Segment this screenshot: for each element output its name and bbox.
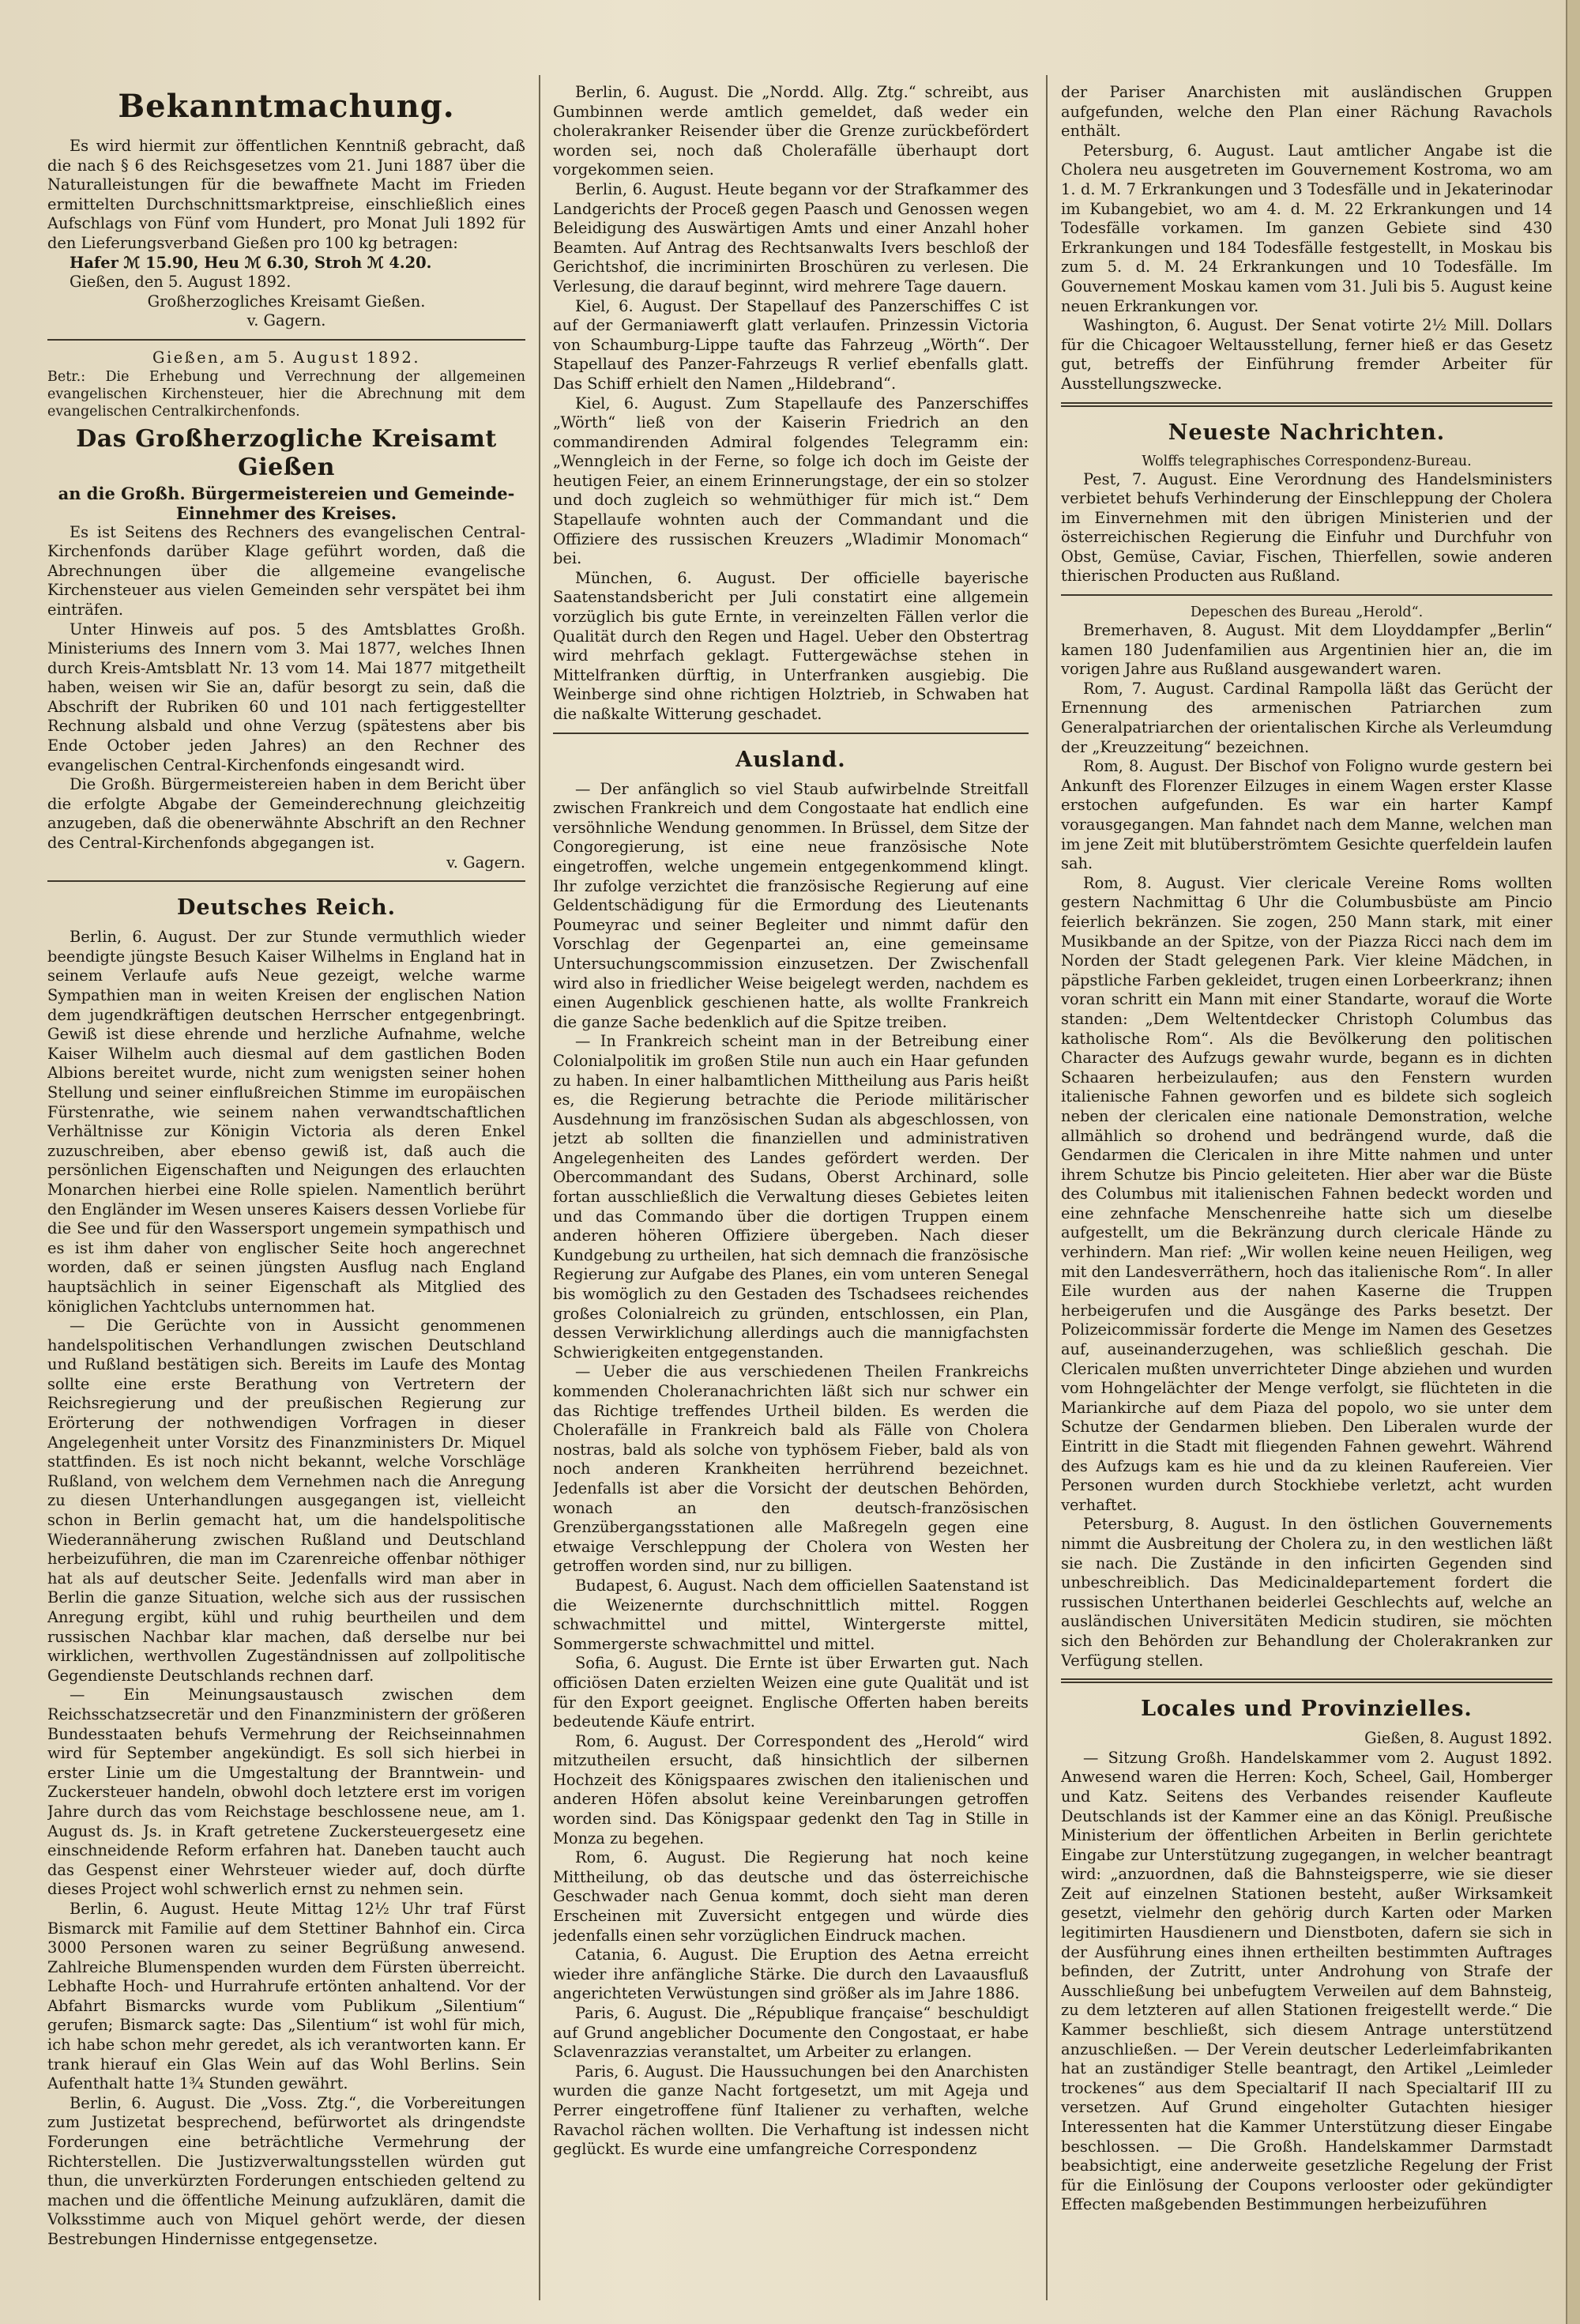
paragraph: Catania, 6. August. Die Eruption des Aetna erreicht wieder ihre anfängliche Stärke. Die durch den Lavaausfluß angerichteten Verwüstungen sind größer als im Jahre 1886. <box>553 1945 1029 2003</box>
paragraph: Kiel, 6. August. Zum Stapellaufe des Panzerschiffes „Wörth“ ließ von der Kaiserin Friedrich an den commandirenden Admiral folgendes Telegramm ein: „Wenngleich in der Ferne, so folge ich doch im Geiste der heutigen Feier, an einem Erinnerungstage, der ein so stolzer und doch zugleich so wehmüthiger für mich ist.“ Dem Stapellaufe wohnten auch der Commandant und die Offiziere des russischen Kreuzers „Wladimir Monomach“ bei. <box>553 394 1029 568</box>
notice-body: Es wird hiermit zur öffentlichen Kenntniß gebracht, daß die nach § 6 des Reichsgesetzes vom 21. Juni 1887 über die Naturalleistungen für die bewaffnete Macht im Frieden ermittelten Durchschnittsmarktpreise, einschließlich eines Aufschlags von Fünf vom Hundert, pro Monat Juli 1892 für den Lieferungsverband Gießen pro 100 kg betragen: <box>47 137 525 252</box>
paragraph: Petersburg, 6. August. Laut amtlicher Angabe ist die Cholera neu ausgetreten im Gouvernement Kostroma, wo am 1. d. M. 7 Erkrankungen und 3 Todesfälle und in Jekaterinodar im Kubangebiet, wo am 4. d. M. 22 Erkrankungen und 14 Todesfälle vorkamen. Im ganzen Gebiete sind 430 Erkrankungen und 184 Todesfälle festgestellt, in Moskau bis zum 5. d. M. 24 Erkrankungen und 10 Todesfälle. Im Gouvernement Moskau kamen vom 31. Juli bis 5. August keine neuen Erkrankungen vor. <box>1061 141 1552 315</box>
notice-sign: v. Gagern. <box>246 311 326 330</box>
section-heading: Deutsches Reich. <box>176 895 397 921</box>
paragraph: — Die Gerüchte von in Aussicht genommenen handelspolitischen Verhandlungen zwischen Deutschland und Rußland bestätigen sich. Bereits im Laufe des Montag sollte eine erste Berathung von Vertretern der Reichsregierung und der preußischen Regierung zur Erörterung der nothwendigen Vorfragen in dieser Angelegenheit unter Vorsitz des Finanzministers Dr. Miquel stattfinden. Es ist noch nicht bekannt, welche Vorschläge Rußland, von welchem dem Vernehmen nach die Anregung zu diesen Unterhandlungen ausgegangen ist, vielleicht schon in Berlin gemacht hat, um die handelspolitische Wiederannäherung zwischen Rußland und Deutschland herbeizuführen, die man im Czarenreiche offenbar nöthiger hat als auf deutscher Seite. Jedenfalls wird man aber in Berlin die ganze Situation, welche sich aus der russischen Anregung ergibt, kühl und ruhig beurtheilen und dem russischen Nachbar klar machen, daß derselbe nur bei wirklichen, werthvollen Zugeständnissen auf zollpolitische Gegendienste Deutschlands rechnen darf. <box>47 1316 525 1685</box>
paragraph: Berlin, 6. August. Die „Nordd. Allg. Ztg.“ schreibt, aus Gumbinnen werde amtlich gemeldet, daß weder ein cholerakranker Reisender über die Grenze zurückbefördert worden sei, noch daß Cholerafälle überhaupt dort vorgekommen seien. <box>553 83 1029 179</box>
paragraph: München, 6. August. Der officielle bayerische Saatenstandsbericht per Juli constatirt eine allgemein vorzüglich bis gute Ernte, in vereinzelten Fällen verlor die Qualität durch den Regen und Hagel. Ueber den Obstertrag wird mehrfach geklagt. Futtergewächse stehen in Mittelfranken dürftig, in Unterfranken ausgiebig. Die Weinberge sind ohne richtigen Holztrieb, in Schwaben hat die naßkalte Witterung geschadet. <box>553 568 1029 723</box>
section-heading: Locales und Provinzielles. <box>1141 1697 1473 1722</box>
paragraph: — Ueber die aus verschiedenen Theilen Frankreichs kommenden Choleranachrichten läßt sich nur schwer ein das Richtige treffendes Urtheil bilden. Es werden die Cholerafälle in Frankreich bald als Fälle von Cholera nostras, bald als solche von typhösem Fieber, bald als von noch anderen Krankheiten herrührend bezeichnet. Jedenfalls ist aber die Vorsicht der deutschen Behörden, wonach an den deutsch-französischen Grenzübergangsstationen alle Maßregeln gegen eine etwaige Verschleppung der Cholera von Westen her getroffen worden sind, nur zu billigen. <box>553 1362 1029 1576</box>
divider <box>553 733 1029 734</box>
paragraph: Budapest, 6. August. Nach dem officiellen Saatenstand ist die Weizenernte durchschnittlich mittel. Roggen schwachmittel und mittel, Wintergerste mittel, Sommergerste schwachmittel und mittel. <box>553 1576 1029 1653</box>
circular-title: Das Großherzogliche Kreisamt Gießen <box>76 424 497 481</box>
paragraph: Sofia, 6. August. Die Ernte ist über Erwarten gut. Nach officiösen Daten erzielten Weizen eine gute Qualität und ist für den Export geeignet. Englische Offerten haben bereits bedeutende Käufe entrirt. <box>553 1654 1029 1731</box>
notice-prices: Hafer ℳ 15.90, Heu ℳ 6.30, Stroh ℳ 4.20. <box>70 253 432 272</box>
column-rule <box>1046 75 1048 2300</box>
paragraph: Pest, 7. August. Eine Verordnung des Handelsministers verbietet behufs Verhinderung der Einschleppung der Cholera im Einvernehmen mit den übrigen Ministerien und der österreichischen Regierung die Einfuhr und Durchfuhr von Obst, Gemüse, Caviar, Fischen, Thierfellen, sowie anderen thierischen Producten aus Rußland. <box>1061 469 1552 586</box>
paragraph: Berlin, 6. August. Heute begann vor der Strafkammer des Landgerichts der Proceß gegen Paasch und Genossen wegen Beleidigung des Auswärtigen Amts und einer Anzahl hoher Beamten. Auf Antrag des Rechtsanwalts Ivers beschloß der Gerichtshof, die incriminirten Broschüren zu verlesen. Die Verlesung, die darauf beginnt, wird mehrere Tage dauern. <box>553 179 1029 296</box>
paragraph: — In Frankreich scheint man in der Betreibung einer Colonialpolitik im großen Stile nun auch ein Haar gefunden zu haben. In einer halbamtlichen Mittheilung aus Paris heißt es, die Regierung betrachte die Periode militärischer Ausdehnung im französischen Sudan als abgeschlossen, von jetzt ab sollten die finanziellen und administrativen Angelegenheiten des Landes gefördert werden. Der Obercommandant des Sudans, Oberst Archinard, solle fortan ausschließlich die Verwaltung dieses Gebietes leiten und das Commando über die dortigen Truppen einem anderen höheren Offiziere übergeben. Nach dieser Kundgebung zu urtheilen, hat sich demnach die französische Regierung zur Aufgabe des Planes, ein vom unteren Senegal bis womöglich zu den Gestaden des Tschadsees reichendes großes Colonialreich zu gründen, entschlossen, ein Plan, dessen Verwirklichung allerdings auch die mannigfachsten Schwierigkeiten entgegenstanden. <box>553 1032 1029 1362</box>
paragraph: Unter Hinweis auf pos. 5 des Amtsblattes Großh. Ministeriums des Innern vom 3. Mai 1877, welches Ihnen durch Kreis-Amtsblatt Nr. 13 vom 14. Mai 1877 mitgetheilt haben, weisen wir Sie an, dafür besorgt zu sein, daß die Abschrift der Rubriken 60 und 101 nach fertiggestellter Rechnung alsbald und ohne Verzug (spätestens aber bis Ende October jeden Jahres) an den Rechner des evangelischen Central-Kirchenfonds eingesandt wird. <box>47 620 525 774</box>
paragraph: Rom, 7. August. Cardinal Rampolla läßt das Gerücht der Ernennung des armenischen Patriarchen zum Generalpatriarchen der orientalischen Kirche als Verleumdung der „Kreuzzeitung“ bezeichnen. <box>1061 679 1552 756</box>
divider <box>47 339 525 341</box>
circular-subtitle: an die Großh. Bürgermeistereien und Gemeinde-Einnehmer des Kreises. <box>58 483 515 523</box>
paragraph: Berlin, 6. August. Heute Mittag 12½ Uhr traf Fürst Bismarck mit Familie auf dem Stettiner Bahnhof ein. Circa 3000 Personen waren zu seiner Begrüßung anwesend. Zahlreiche Blumenspenden wurden dem Fürsten überreicht. Lebhafte Hoch- und Hurrahrufe ertönten anhaltend. Vor der Abfahrt Bismarcks wurde vom Publikum „Silentium“ gerufen; Bismarck sagte: Das „Silentium“ ist wohl für mich, ich habe schon mehr geredet, als ich verantworten kann. Er trank hierauf ein Glas Wein auf das Wohl Berlins. Sein Aufenthalt hatte 1¾ Stunden gewährt. <box>47 1899 525 2093</box>
column-3 <box>1061 83 1552 2308</box>
section-heading: Ausland. <box>735 747 846 772</box>
paragraph: — Ein Meinungsaustausch zwischen dem Reichsschatzsecretär und den Finanzministern der größeren Bundesstaaten behufs Vermehrung der Reichseinnahmen wird für September angekündigt. Es soll sich hierbei in erster Linie um die Umgestaltung der Branntwein- und Zuckersteuer handeln, obwohl doch letztere erst im vorigen Jahre durch das vom Reichstage beschlossene neue, am 1. August ds. Js. in Kraft getretene Zuckersteuergesetz eine einschneidende Reform erfahren hat. Daneben taucht auch das Gespenst einer Wehrsteuer wieder auf, doch dürfte dieses Project wohl schwerlich ernst zu nehmen sein. <box>47 1686 525 1899</box>
paragraph: Rom, 6. August. Die Regierung hat noch keine Mittheilung, ob das deutsche und das österreichische Geschwader nach Genua kommt, doch sieht man deren Erscheinen mit Zuversicht entgegen und würde dies jedenfalls einen sehr vorzüglichen Eindruck machen. <box>553 1848 1029 1945</box>
divider <box>47 880 525 882</box>
column-1 <box>47 83 525 2308</box>
paragraph: Die Großh. Bürgermeistereien haben in dem Bericht über die erfolgte Abgabe der Gemeinderechnung gleichzeitig anzugeben, daß die obenerwähnte Abschrift an den Rechner des Central-Kirchenfonds abgegangen ist. <box>47 775 525 853</box>
paragraph: Petersburg, 8. August. In den östlichen Gouvernements nimmt die Ausbreitung der Cholera zu, in den westlichen läßt sie nach. Die Zustände in den inficirten Gegenden sind unbeschreiblich. Das Medicinaldepartement fordert die russischen Unterthanen beiderlei Geschlechts auf, welche an ausländischen Universitäten Medicin studiren, sie möchten sich den Behörden zur Behandlung der Cholerakranken zur Verfügung stellen. <box>1061 1515 1552 1670</box>
notice-office: Großherzogliches Kreisamt Gießen. <box>147 292 426 311</box>
paragraph: Berlin, 6. August. Die „Voss. Ztg.“, die Vorbereitungen zum Justizetat besprechend, befürwortet als dringendste Forderungen eine beträchtliche Vermehrung der Richterstellen. Die Justizverwaltungsstellen würden gut thun, die unverkürzten Forderungen entschieden geltend zu machen und die öffentliche Meinung aufzuklären, damit die Volksstimme auch von Miquel gehört werde, der diesen Bestrebungen Hindernisse entgegensetze. <box>47 2093 525 2248</box>
notice-title: Bekanntmachung. <box>118 88 455 125</box>
paragraph: Rom, 8. August. Der Bischof von Foligno wurde gestern bei Ankunft des Florenzer Eilzuges in einem Wagen erster Klasse erstochen aufgefunden. Es war ein harter Kampf vorausgegangen. Man fahndet nach dem Manne, welchen man im jene Zeit mit blutüberströmtem Gesichte querfeldein laufen sah. <box>1061 757 1552 873</box>
page-edge <box>1566 0 1580 2324</box>
paragraph: Washington, 6. August. Der Senat votirte 2½ Mill. Dollars für die Chicagoer Weltausstellung, ferner hieß er das Gesetz gut, betreffs der Einführung fremder Arbeiter für Ausstellungszwecke. <box>1061 316 1552 393</box>
column-2 <box>553 83 1029 2308</box>
divider <box>1061 1678 1552 1683</box>
dateline: Gießen, 8. August 1892. <box>1364 1729 1552 1748</box>
paragraph: Paris, 6. August. Die Haussuchungen bei den Anarchisten wurden die ganze Nacht fortgesetzt, um mit Ageja und Perrer eingetroffene fünf Italiener zu verhaften, welche Ravachol rächen wollten. Die Verhaftung ist indessen nicht geglückt. Es wurde eine umfangreiche Correspondenz <box>553 2062 1029 2159</box>
agency-line: Depeschen des Bureau „Herold“. <box>1190 605 1424 621</box>
paragraph: Rom, 6. August. Der Correspondent des „Herold“ wird mitzutheilen ersucht, daß hinsichtlich der silbernen Hochzeit des Königspaares zwischen den italienischen und anderen Höfen absolut keine Vereinbarungen getroffen worden sind. Das Königspaar gedenkt den Tag in Stille in Monza zu begehen. <box>553 1731 1029 1848</box>
circular-subject: Betr.: Die Erhebung und Verrechnung der allgemeinen evangelischen Kirchensteuer, hier die Abrechnung mit dem evangelischen Centralkirchenfonds. <box>47 368 525 420</box>
divider <box>1061 594 1552 596</box>
agency-line: Wolffs telegraphisches Correspondenz-Bureau. <box>1142 453 1472 469</box>
circular-date: Gießen, am 5. August 1892. <box>152 348 420 367</box>
paragraph: Berlin, 6. August. Der zur Stunde vermuthlich wieder beendigte jüngste Besuch Kaiser Wilhelms in England hat in seinem Verlaufe aufs Neue gezeigt, welche warme Sympathien man in weiten Kreisen der englischen Nation dem jugendkräftigen deutschen Herrscher entgegenbringt. Gewiß ist diese ehrende und herzliche Aufnahme, welche Kaiser Wilhelm auch diesmal auf dem gastlichen Boden Albions bereitet wurde, nicht zum wenigsten seiner hohen Stellung und seiner einflußreichen Stimme im europäischen Fürstenrathe, wie seinem nahen verwandtschaftlichen Verhältnisse zur Königin Victoria als deren Enkel zuzuschreiben, aber ebenso gewiß ist, daß auch die persönlichen Eigenschaften und Neigungen des erlauchten Monarchen hierbei eine Rolle spielen. Namentlich berührt den Engländer im Wesen unseres Kaisers dessen Vorliebe für die See und für den Wassersport ungemein sympathisch und es ist ihm daher von englischer Seite hoch angerechnet worden, daß er seinen jüngsten Ausflug nach England hauptsächlich in seiner Eigenschaft als Mitglied des königlichen Yachtclubs unternommen hat. <box>47 928 525 1316</box>
paragraph: der Pariser Anarchisten mit ausländischen Gruppen aufgefunden, welche den Plan einer Rächung Ravachols enthält. <box>1061 83 1552 141</box>
column-rule <box>539 75 540 2300</box>
paragraph: Rom, 8. August. Vier clericale Vereine Roms wollten gestern Nachmittag 6 Uhr die Columbusbüste am Pincio feierlich bekränzen. Sie zogen, 250 Mann stark, mit einer Musikbande an der Spitze, von der Piazza Ricci nach dem im Norden der Stadt gelegenen Park. Vier kleine Mädchen, in päpstliche Farben gekleidet, trugen einen Lorbeerkranz; ihnen voran schritt ein Mann mit einer Standarte, worauf die Worte standen: „Dem Weltentdecker Christoph Columbus das katholische Rom“. Als die Bevölkerung den politischen Character des Aufzugs gewahr wurde, begann es in dichten Schaaren herbeizulaufen; aus den Fenstern wurden italienische Fahnen geworfen und es bildete sich sogleich neben der clericalen eine nationale Demonstration, welche allmählich so drohend und bedrängend wurde, daß die Gendarmen die Clericalen in ihre Mitte nahmen und unter ihrem Schutze bis Pincio geleiteten. Hier aber war die Büste des Columbus mit italienischen Fahnen bedeckt worden und eine zehnfache Menschenreihe hatte sich um dieselbe aufgestellt, um die Bekränzung durch clericale Hände zu verhindern. Man rief: „Wir wollen keine neuen Heiligen, weg mit den Landesverräthern, hoch das italienische Rom“. In aller Eile wurden aus der nahen Kaserne die Truppen herbeigerufen und die Ausgänge des Parks besetzt. Der Polizeicommissär forderte die Menge im Namen des Gesetzes auf, auseinanderzugehen, was schließlich geschah. Die Clericalen mußten unverrichteter Dinge abziehen und wurden vom Hohngelächter der Menge verfolgt, sie flüchteten in die Mariankirche auf dem Piaza del popolo, wo sie unter dem Schutze der Gendarmen blieben. Den Liberalen wurde der Eintritt in die Stadt mit fliegenden Fahnen gewehrt. Während des Aufzugs kam es hie und da zu kleinen Raufereien. Vier Personen wurden durch Stockhiebe verletzt, acht wurden verhaftet. <box>1061 873 1552 1514</box>
paragraph: Paris, 6. August. Die „République française“ beschuldigt auf Grund angeblicher Documente den Congostaat, er habe Sclavenrazzias veranstaltet, um Arbeiter zu erlangen. <box>553 2004 1029 2062</box>
section-heading: Neueste Nachrichten. <box>1168 420 1446 445</box>
paragraph: Es ist Seitens des Rechners des evangelischen Central-Kirchenfonds darüber Klage geführt worden, daß die Abrechnungen über die allgemeine evangelische Kirchensteuer aus vielen Gemeinden sehr verspätet bei ihm einträfen. <box>47 522 525 619</box>
paragraph: Kiel, 6. August. Der Stapellauf des Panzerschiffes C ist auf der Germaniawerft glatt verlaufen. Prinzessin Victoria von Schaumburg-Lippe taufte das Fahrzeug „Wörth“. Der Stapellauf des Panzer-Fahrzeugs R verlief ebenfalls glatt. Das Schiff erhielt den Namen „Hildebrand“. <box>553 296 1029 393</box>
paragraph: Bremerhaven, 8. August. Mit dem Lloyddampfer „Berlin“ kamen 180 Judenfamilien aus Argentinien hier an, die im vorigen Jahre aus Rußland ausgewandert waren. <box>1061 621 1552 679</box>
circular-sign: v. Gagern. <box>446 853 525 872</box>
notice-date: Gießen, den 5. August 1892. <box>70 273 292 292</box>
paragraph: — Der anfänglich so viel Staub aufwirbelnde Streitfall zwischen Frankreich und dem Congostaate hat endlich eine versöhnliche Wendung genommen. In Brüssel, dem Sitze der Congoregierung, ist eine neue französische Note eingetroffen, welche ungemein entgegenkommend klingt. Ihr zufolge verzichtet die französische Regierung auf eine Geldentschädigung für die Ermordung des Lieutenants Poumeyrac und seiner Begleiter und nimmt dafür den Vorschlag der Gegenpartei an, eine gemeinsame Untersuchungscommission einzusetzen. Der Zwischenfall wird also in friedlicher Weise beigelegt werden, nachdem es einen Augenblick geschienen hatte, als wollte Frankreich die ganze Sache bedenklich auf die Spitze treiben. <box>553 779 1029 1031</box>
paragraph: — Sitzung Großh. Handelskammer vom 2. August 1892. Anwesend waren die Herren: Koch, Scheel, Gail, Homberger und Katz. Seitens des Verbandes reisender Kaufleute Deutschlands ist der Kammer eine an das Königl. Preußische Ministerium der öffentlichen Arbeiten in Berlin gerichtete Eingabe zur Unterstützung zugegangen, in welcher beantragt wird: „anzuordnen, daß die Bahnsteigsperre, wie sie dieser Zeit auf einzelnen Stationen besteht, außer Wirksamkeit gesetzt, vielmehr den gehörig durch Karten oder Marken legitimirten Hausdienern und Dienstboten, dafern sie sich in der Ausführung eines ihnen ertheilten bestimmten Auftrages befinden, der Zutritt, unter Androhung von Strafe der Ausschließung bei unbefugtem Verweilen auf dem Bahnsteig, zu dem letzteren auf allen Stationen freigestellt werde.“ Die Kammer beschließt, sich diesem Antrage unterstützend anzuschließen. — Der Verein deutscher Lederleimfabrikanten hat an zuständiger Stelle beantragt, den Artikel „Leimleder trockenes“ aus dem Specialtarif II nach Specialtarif III zu versetzen. Auf Grund eingeholter Gutachten hiesiger Interessenten hat die Kammer Unterstützung dieser Eingabe beschlossen. — Die Großh. Handelskammer Darmstadt beabsichtigt, eine anderweite gesetzliche Regelung der Frist für die Einlösung der Coupons verlooster oder gekündigter Effecten maßgebenden Bestimmungen herbeizuführen <box>1061 1748 1552 2214</box>
divider <box>1061 402 1552 407</box>
